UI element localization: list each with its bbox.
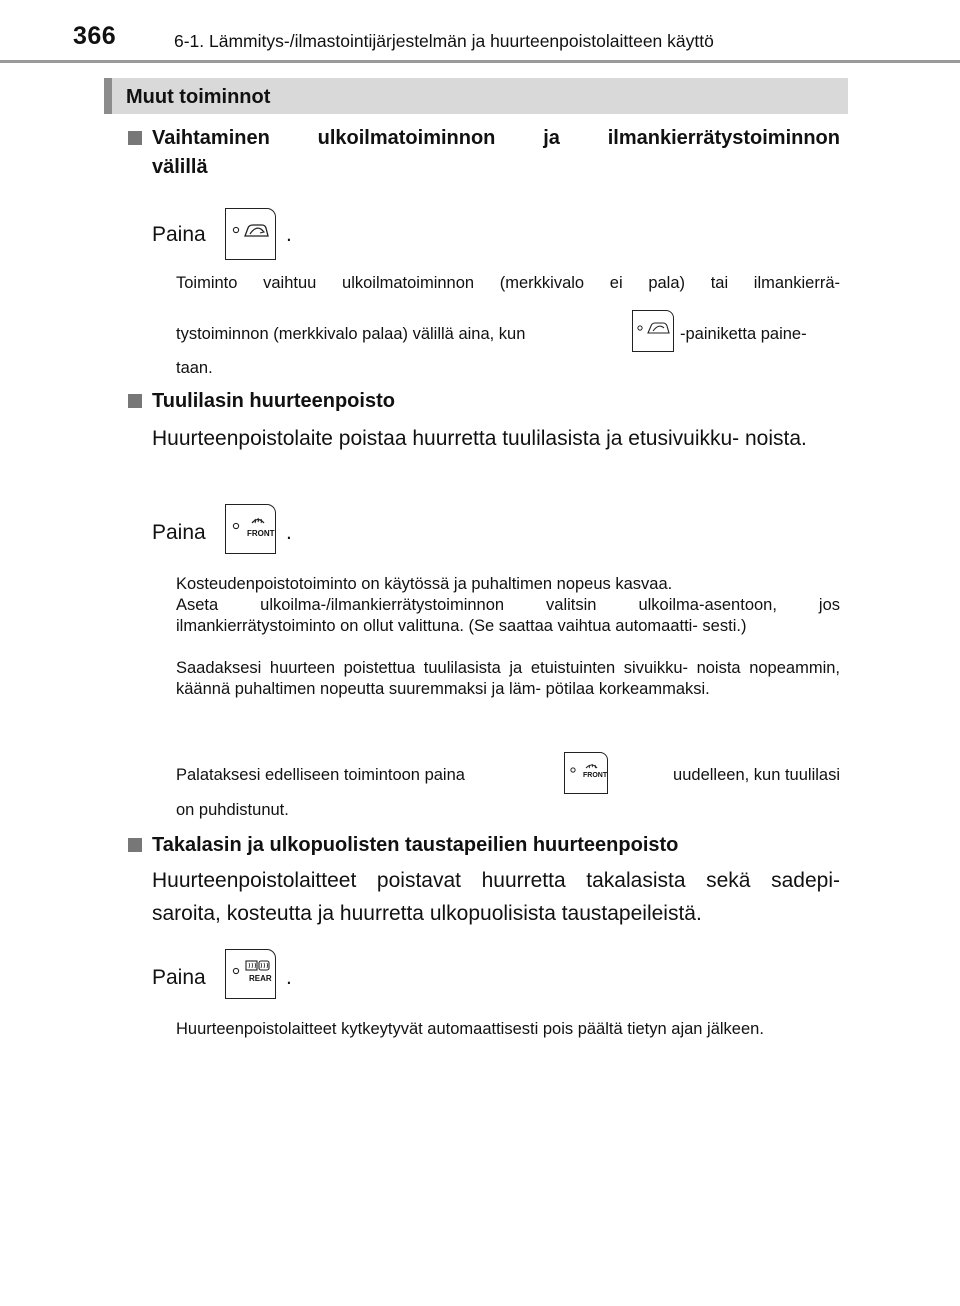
windshield-note-1: Kosteudenpoistotoiminto on käytössä ja puhaltimen nopeus kasvaa. [176, 575, 673, 593]
rear-defogger-button[interactable] [225, 949, 276, 999]
recirculation-button-inline[interactable] [632, 310, 674, 352]
windshield-note-2: Aseta ulkoilma-/ilmankierrätystoiminnon valitsin ulkoilma-asentoon, jos ilmankierrätystoiminto on ollut valittuna. (Se saattaa vaihtua automaatti- sesti.) [176, 596, 840, 635]
front-defroster-button-inline[interactable] [564, 752, 608, 794]
chapter-title: 6-1. Lämmitys-/ilmastointijärjestelmän ja huurteenpoistolaitteen käyttö [174, 31, 714, 51]
page-header [0, 0, 960, 64]
heading-rear-text: Takalasin ja ulkopuolisten taustapeilien huurteenpoisto [152, 834, 679, 856]
windshield-body: Huurteenpoistolaite poistaa huurretta tuulilasista ja etusivuikku- noista. [152, 427, 807, 450]
recirculation-button[interactable] [225, 208, 276, 260]
recirc-note-line1: Toiminto vaihtuu ulkoilmatoiminnon (merkkivalo ei pala) tai ilmankierrä- [176, 274, 840, 292]
recirc-note-line2 [176, 325, 840, 344]
press-label: Paina [152, 223, 206, 246]
press-period: . [286, 966, 292, 989]
windshield-note-4b: uudelleen, kun tuulilasi [673, 766, 840, 784]
heading-recirculation-line1: Vaihtaminen ulkoilmatoiminnon ja ilmankierrätystoiminnon [152, 127, 840, 149]
windshield-note-4-line1 [176, 766, 840, 785]
heading-recirculation [126, 124, 840, 184]
heading-rear [126, 831, 840, 861]
recirc-note-line3: taan. [176, 359, 213, 377]
press-period: . [286, 521, 292, 544]
page-number: 366 [73, 22, 117, 50]
windshield-note-3: Saadaksesi huurteen poistettua tuulilasista ja etuistuinten sivuikku- noista nopeammin, käännä puhaltimen nopeutta suuremmaksi ja läm- pötilaa korkeammaksi. [176, 659, 840, 698]
recirc-note-line2a: tystoiminnon (merkkivalo palaa) välillä aina, kun [176, 325, 526, 343]
header-divider [0, 60, 960, 63]
windshield-note-4c: on puhdistunut. [176, 801, 289, 819]
recirculation-icon [226, 209, 277, 261]
recirc-note-line2b: -painiketta paine- [680, 325, 807, 343]
bullet-square-icon [128, 394, 142, 408]
section-title: Muut toiminnot [126, 86, 271, 108]
rear-note: Huurteenpoistolaitteet kytkeytyvät automaattisesti pois päältä tietyn ajan jälkeen. [176, 1020, 764, 1038]
press-period: . [286, 223, 292, 246]
bullet-square-icon [128, 838, 142, 852]
recirculation-icon [633, 311, 675, 353]
section-title-bar [104, 78, 848, 114]
front-defroster-button[interactable] [225, 504, 276, 554]
windshield-note-4a: Palataksesi edelliseen toimintoon paina [176, 766, 465, 784]
heading-windshield [126, 387, 726, 417]
press-label: Paina [152, 966, 206, 989]
rear-body: Huurteenpoistolaitteet poistavat huurretta takalasista sekä sadepi- saroita, kosteutta ja huurretta ulkopuolisista taustapeileistä. [152, 869, 840, 925]
bullet-square-icon [128, 131, 142, 145]
heading-windshield-text: Tuulilasin huurteenpoisto [152, 390, 395, 412]
front-label: FRONT [247, 529, 275, 538]
section-accent [104, 78, 112, 114]
rear-label: REAR [249, 974, 272, 983]
press-label: Paina [152, 521, 206, 544]
heading-recirculation-line2: välillä [152, 156, 208, 178]
front-label: FRONT [583, 772, 608, 779]
